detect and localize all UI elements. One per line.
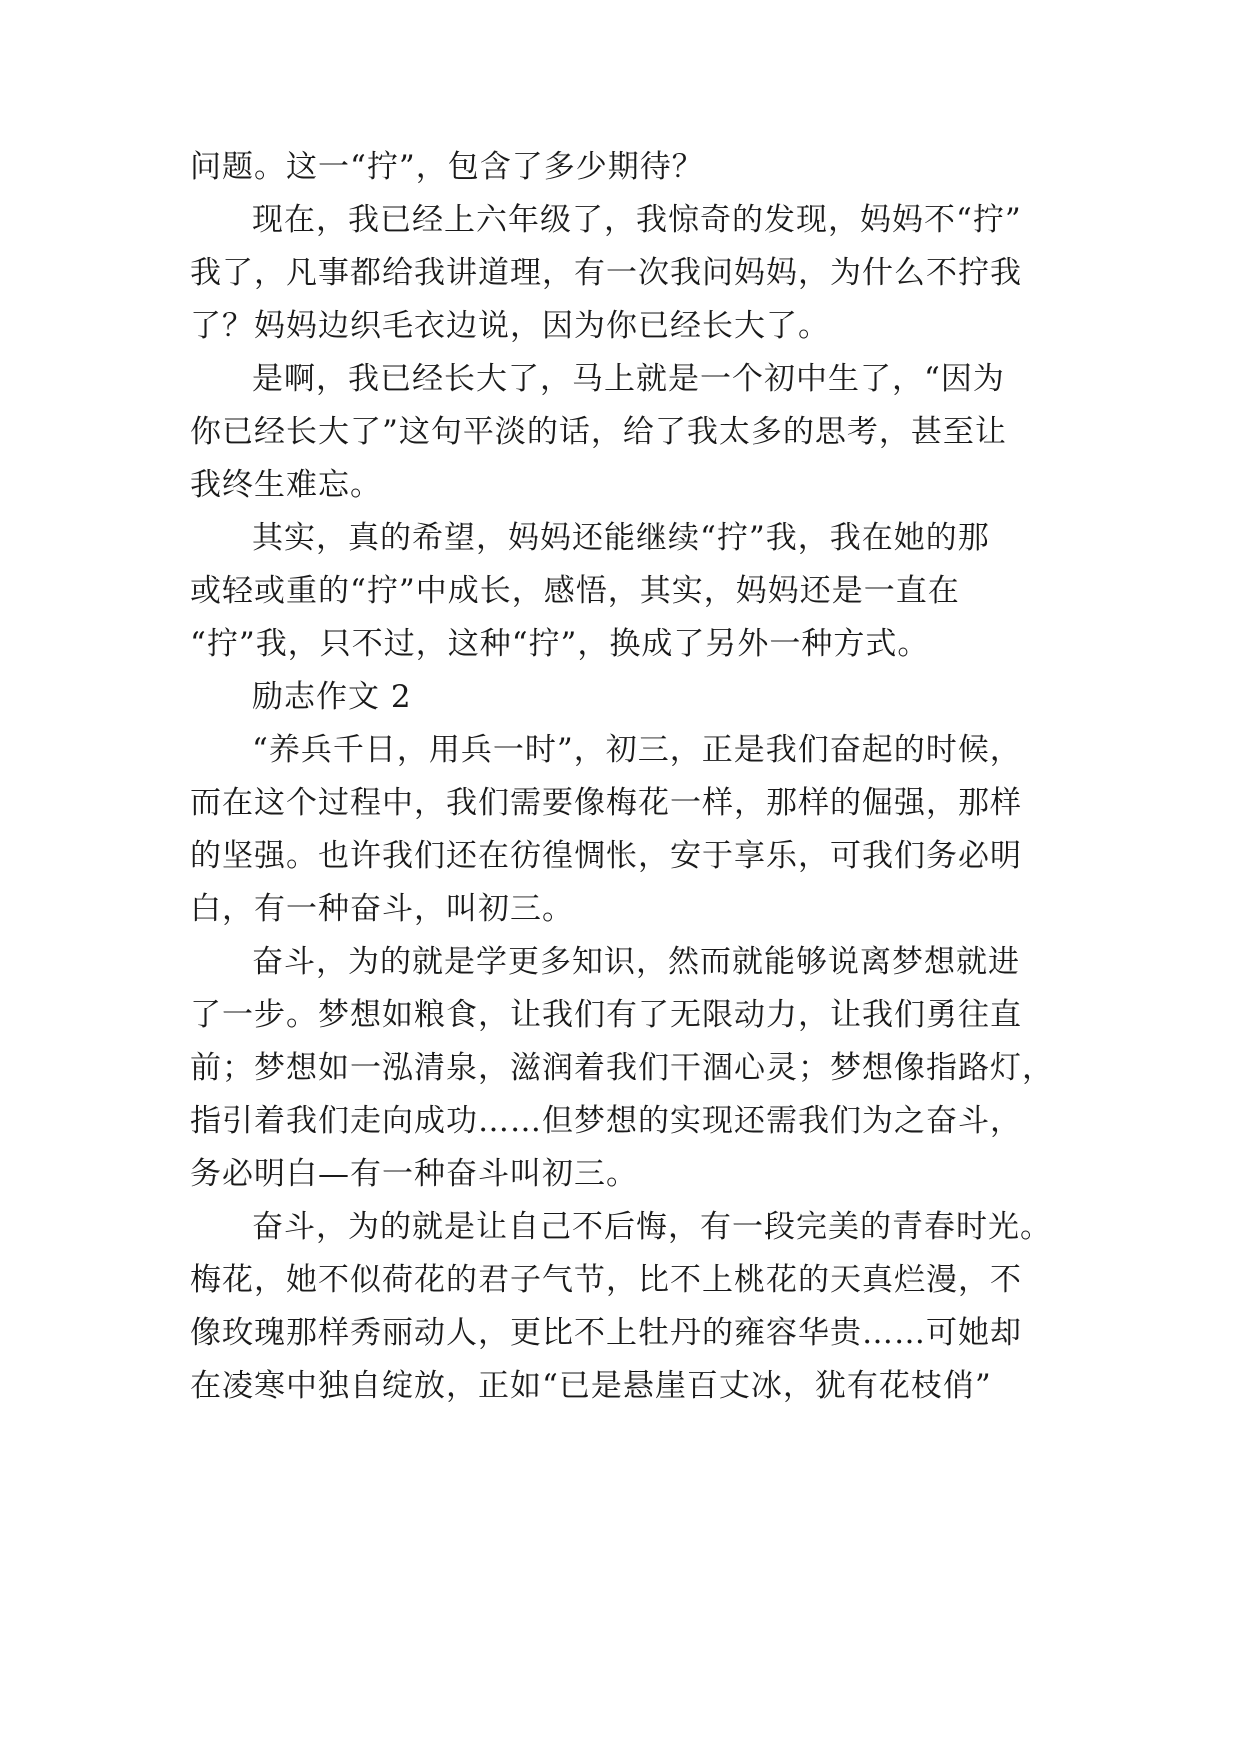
text-line: 的坚强。也许我们还在彷徨惆怅，安于享乐，可我们务必明: [190, 838, 1022, 874]
text-line: 了？妈妈边织毛衣边说，因为你已经长大了。: [190, 308, 830, 344]
text-line: 指引着我们走向成功……但梦想的实现还需我们为之奋斗，: [190, 1103, 1022, 1139]
text-line: 前；梦想如一泓清泉，滋润着我们干涸心灵；梦想像指路灯，: [190, 1050, 1054, 1086]
paragraph-start-line: 其实，真的希望，妈妈还能继续“拧”我，我在她的那: [252, 520, 990, 556]
text-line: 了一步。梦想如粮食，让我们有了无限动力，让我们勇往直: [190, 997, 1022, 1033]
text-line: 问题。这一“拧”，包含了多少期待？: [190, 149, 704, 185]
text-line: 我了，凡事都给我讲道理，有一次我问妈妈，为什么不拧我: [190, 255, 1022, 291]
text-line: 而在这个过程中，我们需要像梅花一样，那样的倔强，那样: [190, 785, 1022, 821]
paragraph-start-line: 现在，我已经上六年级了，我惊奇的发现，妈妈不“拧”: [252, 202, 1022, 238]
text-line: 在凌寒中独自绽放，正如“已是悬崖百丈冰，犹有花枝俏”: [190, 1368, 992, 1404]
text-line: 你已经长大了”这句平淡的话，给了我太多的思考，甚至让: [190, 414, 1007, 450]
text-line: 白，有一种奋斗，叫初三。: [190, 891, 574, 927]
paragraph-start-line: 奋斗，为的就是让自己不后悔，有一段完美的青春时光。: [252, 1209, 1052, 1245]
paragraph-start-line: 奋斗，为的就是学更多知识，然而就能够说离梦想就进: [252, 944, 1020, 980]
text-line: 我终生难忘。: [190, 467, 382, 503]
paragraph-start-line: “养兵千日，用兵一时”，初三，正是我们奋起的时候，: [252, 732, 1022, 768]
section-heading: 励志作文 2: [252, 679, 412, 715]
text-line: 梅花，她不似荷花的君子气节，比不上桃花的天真烂漫，不: [190, 1262, 1022, 1298]
text-line: 像玫瑰那样秀丽动人，更比不上牡丹的雍容华贵……可她却: [190, 1315, 1022, 1351]
text-line: “拧”我，只不过，这种“拧”，换成了另外一种方式。: [190, 626, 930, 662]
text-line: 务必明白—有一种奋斗叫初三。: [190, 1156, 638, 1192]
text-line: 或轻或重的“拧”中成长，感悟，其实，妈妈还是一直在: [190, 573, 960, 609]
paragraph-start-line: 是啊，我已经长大了，马上就是一个初中生了，“因为: [252, 361, 1005, 397]
